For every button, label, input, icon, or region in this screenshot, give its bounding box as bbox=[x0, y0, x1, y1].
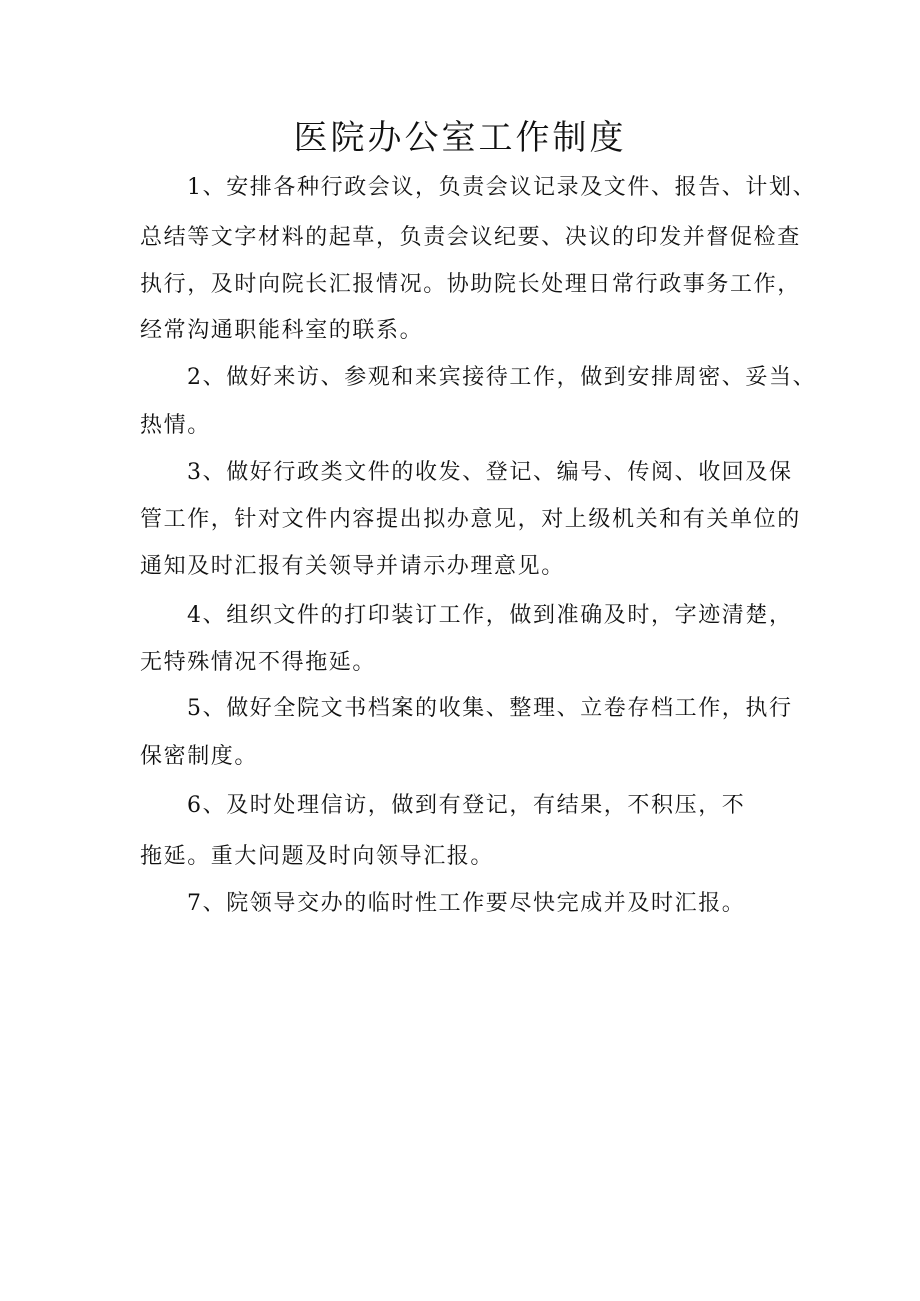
paragraph-7-line-1: 7、院领导交办的临时性工作要尽快完成并及时汇报。 bbox=[187, 891, 746, 916]
paragraph-1-line-2: 总结等文字材料的起草，负责会议纪要、决议的印发并督促检查 bbox=[140, 225, 801, 250]
document-title: 医院办公室工作制度 bbox=[293, 118, 627, 158]
paragraph-4-line-1: 4、组织文件的打印装订工作，做到准确及时，字迹清楚， bbox=[187, 603, 793, 628]
paragraph-3-line-1: 3、做好行政类文件的收发、登记、编号、传阅、收回及保 bbox=[187, 460, 793, 485]
paragraph-4-line-2: 无特殊情况不得拖延。 bbox=[140, 650, 377, 675]
paragraph-1-line-1: 1、安排各种行政会议，负责会议记录及文件、报告、计划、 bbox=[187, 175, 817, 200]
paragraph-5-line-2: 保密制度。 bbox=[140, 744, 259, 769]
paragraph-2-line-1: 2、做好来访、参观和来宾接待工作，做到安排周密、妥当、 bbox=[187, 365, 817, 390]
paragraph-1-line-4: 经常沟通职能科室的联系。 bbox=[140, 318, 424, 343]
paragraph-5-line-1: 5、做好全院文书档案的收集、整理、立卷存档工作，执行 bbox=[187, 696, 793, 721]
paragraph-2-line-2: 热情。 bbox=[140, 413, 211, 438]
paragraph-6-line-2: 拖延。重大问题及时向领导汇报。 bbox=[140, 844, 495, 869]
paragraph-3-line-3: 通知及时汇报有关领导并请示办理意见。 bbox=[140, 554, 565, 579]
paragraph-6-line-1: 6、及时处理信访，做到有登记，有结果，不积压，不 bbox=[187, 793, 746, 818]
paragraph-1-line-3: 执行，及时向院长汇报情况。协助院长处理日常行政事务工作， bbox=[140, 272, 801, 297]
paragraph-3-line-2: 管工作，针对文件内容提出拟办意见，对上级机关和有关单位的 bbox=[140, 507, 801, 532]
